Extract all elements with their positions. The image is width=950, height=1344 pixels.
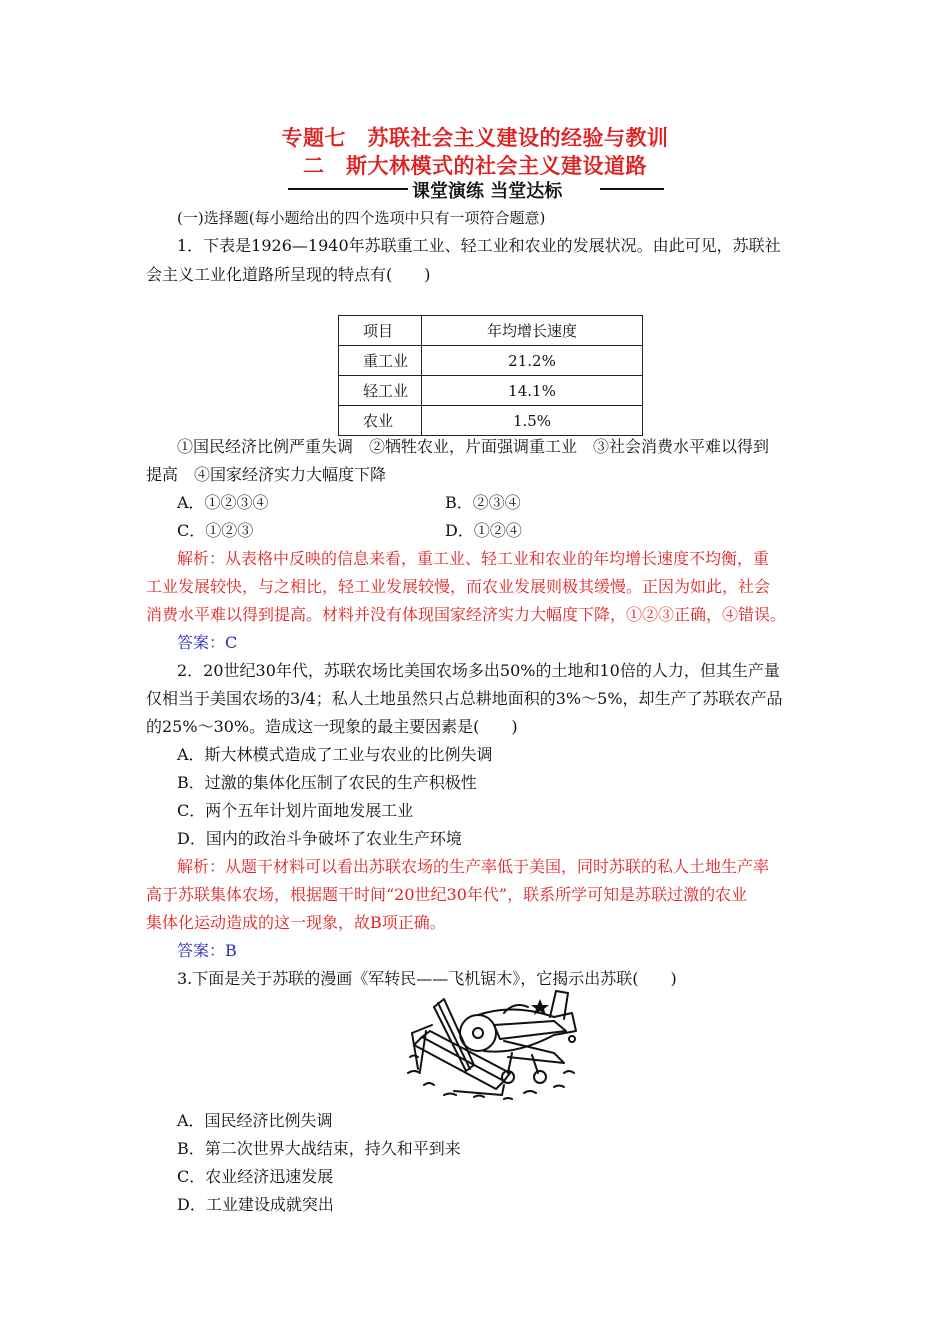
table-cell: 14.1%	[422, 376, 643, 406]
growth-table	[338, 315, 643, 436]
table-cell: 1.5%	[422, 406, 643, 436]
banner-rule-left	[288, 188, 408, 190]
q1-answer: 答案：C	[177, 633, 238, 652]
q2-analysis-line1: 解析：从题干材料可以看出苏联农场的生产率低于美国，同时苏联的私人土地生产率	[177, 857, 770, 876]
q2-stem-line2: 仅相当于美国农场的3/4；私人土地虽然只占总耕地面积的3%～5%，却生产了苏联农产品	[146, 689, 783, 708]
q1-analysis-line3: 消费水平难以得到提高。材料并没有体现国家经济实力大幅度下降，①②③正确，④错误。	[146, 605, 787, 624]
q1-analysis-line1: 解析：从表格中反映的信息来看，重工业、轻工业和农业的年均增长速度不均衡，重	[177, 549, 770, 568]
q1-statements-line1: ①国民经济比例严重失调 ②牺牲农业，片面强调重工业 ③社会消费水平难以得到	[177, 437, 770, 456]
table-row	[339, 376, 643, 406]
table-row	[339, 406, 643, 436]
practice-banner	[288, 178, 664, 200]
chapter-title: 专题七 苏联社会主义建设的经验与教训	[281, 126, 669, 150]
q3-option-d: D．工业建设成就突出	[177, 1195, 334, 1214]
section-heading: (一)选择题(每小题给出的四个选项中只有一项符合题意)	[177, 209, 546, 227]
q3-stem: 3.下面是关于苏联的漫画《军转民——飞机锯木》，它揭示出苏联( )	[177, 969, 677, 988]
q1-stem-line1: 1．下表是1926—1940年苏联重工业、轻工业和农业的发展状况。由此可见，苏联社	[177, 236, 781, 255]
q1-analysis-line2: 工业发展较快，与之相比，轻工业发展较慢，而农业发展则极其缓慢。正因为如此，社会	[146, 577, 771, 596]
q2-stem-line3: 的25%～30%。造成这一现象的最主要因素是( )	[146, 717, 518, 736]
q2-option-c: C．两个五年计划片面地发展工业	[177, 801, 414, 820]
q1-option-c: C．①②③	[177, 521, 254, 540]
q2-option-d: D．国内的政治斗争破坏了农业生产环境	[177, 829, 462, 848]
q2-analysis-line2: 高于苏联集体农场，根据题干时间“20世纪30年代”，联系所学可知是苏联过激的农业	[146, 885, 748, 904]
q3-option-c: C．农业经济迅速发展	[177, 1167, 334, 1186]
table-cell: 轻工业	[339, 376, 422, 406]
q3-option-a: A．国民经济比例失调	[177, 1111, 333, 1130]
table-cell: 重工业	[339, 346, 422, 376]
q2-option-b: B．过激的集体化压制了农民的生产积极性	[177, 773, 477, 792]
q1-option-d: D．①②④	[445, 521, 522, 540]
banner-rule-right	[600, 188, 664, 190]
q2-answer: 答案：B	[177, 941, 237, 960]
q1-option-a: A．①②③④	[177, 493, 269, 512]
q1-statements-line2: 提高 ④国家经济实力大幅度下降	[146, 465, 387, 484]
q2-analysis-line3: 集体化运动造成的这一现象，故B项正确。	[146, 913, 446, 932]
table-row	[339, 346, 643, 376]
table-cell: 21.2%	[422, 346, 643, 376]
table-cell: 农业	[339, 406, 422, 436]
q2-stem-line1: 2．20世纪30年代，苏联农场比美国农场多出50%的土地和10倍的人力，但其生产量	[177, 661, 780, 680]
q3-option-b: B．第二次世界大战结束，持久和平到来	[177, 1139, 461, 1158]
q1-option-b: B．②③④	[445, 493, 521, 512]
table-header-row	[339, 316, 643, 346]
banner-text: 课堂演练 当堂达标	[412, 181, 563, 202]
table-header-cell: 年均增长速度	[422, 316, 643, 346]
q1-stem-line2: 会主义工业化道路所呈现的特点有( )	[146, 265, 431, 284]
section-title: 二 斯大林模式的社会主义建设道路	[303, 154, 647, 178]
airplane-sawing-cartoon	[404, 973, 584, 1107]
table-header-cell: 项目	[339, 316, 422, 346]
q2-option-a: A．斯大林模式造成了工业与农业的比例失调	[177, 745, 493, 764]
